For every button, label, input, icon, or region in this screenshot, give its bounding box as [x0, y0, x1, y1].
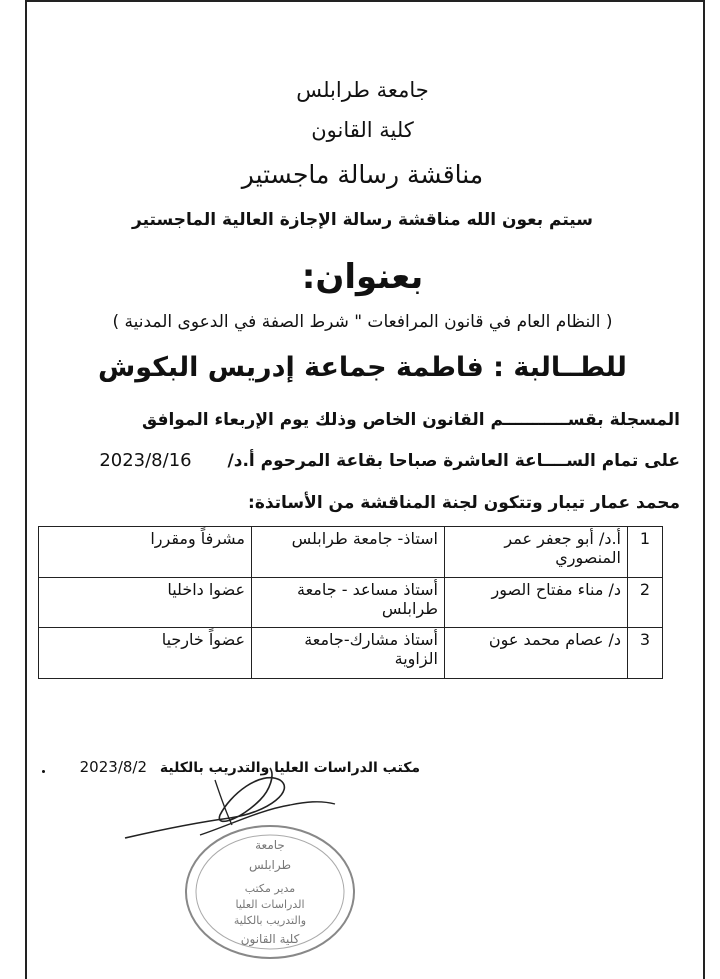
- member-name: د/ عصام محمد عون: [445, 628, 628, 679]
- stamp-line: طرابلس: [248, 858, 292, 872]
- announcement-text: سيتم بعون الله مناقشة رسالة الإجازة العالية الماجستير: [132, 210, 593, 230]
- stamp-line: جامعة: [255, 838, 285, 852]
- thesis-title: ( النظام العام في قانون المرافعات " شرط الصفة في الدعوى المدنية ): [112, 312, 613, 332]
- details-line-2-text: على تمام الســــاعة العاشرة صباحا بقاعة المرحوم أ.د/: [227, 451, 680, 471]
- member-title: أستاذ مشارك-جامعة الزاوية: [252, 628, 445, 679]
- member-name: د/ مناء مفتاح الصور: [445, 577, 628, 628]
- page-border-right: [703, 0, 705, 979]
- member-number: 3: [628, 628, 663, 679]
- stamp-line: الدراسات العليا: [235, 898, 305, 911]
- committee-table: [38, 526, 663, 679]
- stamp-line: مدير مكتب: [244, 882, 296, 895]
- event-title: مناقشة رسالة ماجستير: [241, 160, 484, 189]
- table-row: [39, 527, 663, 578]
- title-label: بعنوان:: [301, 257, 424, 297]
- member-number: 1: [628, 527, 663, 578]
- student-name: للطــالبة : فاطمة جماعة إدريس البكوش: [98, 352, 627, 383]
- discussion-date: 2023/8/16: [99, 450, 192, 471]
- member-role: مشرفاً ومقررا: [39, 527, 252, 578]
- faculty-name: كلية القانون: [311, 118, 414, 142]
- details-line-1: المسجلة بقســـــــــــم القانون الخاص وذلك يوم الإربعاء الموافق: [142, 410, 680, 430]
- member-number: 2: [628, 577, 663, 628]
- table-row: [39, 628, 663, 679]
- member-role: عضوا داخليا: [39, 577, 252, 628]
- stamp-line: كلية القانون: [240, 932, 300, 946]
- table-row: [39, 577, 663, 628]
- office-date: 2023/8/2: [79, 758, 148, 776]
- details-line-3: محمد عمار تيبار وتتكون لجنة المناقشة من الأساتذة:: [248, 493, 680, 513]
- page-border-top: [25, 0, 705, 2]
- member-role: عضواً خارجيا: [39, 628, 252, 679]
- member-title: أستاذ مساعد - جامعة طرابلس: [252, 577, 445, 628]
- stamp-line: والتدريب بالكلية: [233, 914, 307, 927]
- university-name: جامعة طرابلس: [296, 78, 429, 102]
- office-name: مكتب الدراسات العليا والتدريب بالكلية: [159, 760, 420, 776]
- details-line-2: [50, 450, 680, 471]
- member-title: استاذ- جامعة طرابلس: [252, 527, 445, 578]
- member-name: أ.د/ أبو جعفر عمر المنصوري: [445, 527, 628, 578]
- page-border-left: [25, 0, 27, 979]
